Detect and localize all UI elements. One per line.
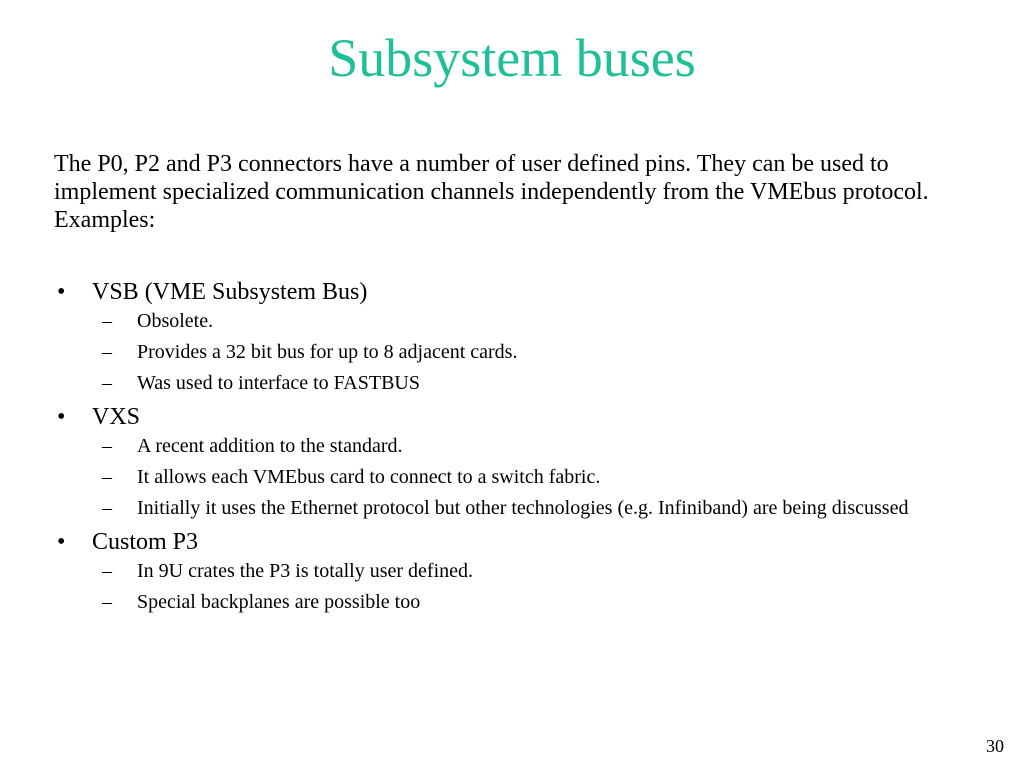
bullet-list xyxy=(54,277,984,621)
sub-bullet-marker: – xyxy=(102,435,112,457)
bullet-marker: • xyxy=(57,404,66,430)
sub-bullet-list xyxy=(92,434,984,520)
bullet-item-vxs xyxy=(54,402,984,520)
sub-bullet-marker: – xyxy=(102,372,112,394)
sub-bullet-item xyxy=(92,434,984,458)
sub-bullet-item xyxy=(92,465,984,489)
sub-bullet-item xyxy=(92,496,984,520)
bullet-item-custom-p3 xyxy=(54,527,984,614)
sub-bullet-marker: – xyxy=(102,466,112,488)
bullet-label: VSB (VME Subsystem Bus) xyxy=(92,279,368,305)
sub-bullet-marker: – xyxy=(102,310,112,332)
sub-bullet-text: It allows each VMEbus card to connect to a switch fabric. xyxy=(137,466,601,488)
sub-bullet-item xyxy=(92,309,984,333)
sub-bullet-list xyxy=(92,559,984,614)
sub-bullet-text: Provides a 32 bit bus for up to 8 adjacent cards. xyxy=(137,341,518,363)
bullet-label: VXS xyxy=(92,404,141,430)
bullet-marker: • xyxy=(57,529,66,555)
sub-bullet-item xyxy=(92,340,984,364)
sub-bullet-list xyxy=(92,309,984,395)
slide-title: Subsystem buses xyxy=(328,28,696,88)
sub-bullet-text: In 9U crates the P3 is totally user defined. xyxy=(137,560,474,582)
bullet-item-vsb xyxy=(54,277,984,395)
sub-bullet-item xyxy=(92,371,984,395)
bullet-marker: • xyxy=(57,279,66,305)
bullet-label: Custom P3 xyxy=(92,529,199,555)
sub-bullet-marker: – xyxy=(102,341,112,363)
sub-bullet-item xyxy=(92,590,984,614)
sub-bullet-text: Was used to interface to FASTBUS xyxy=(137,372,420,394)
sub-bullet-marker: – xyxy=(102,497,112,519)
sub-bullet-text: Obsolete. xyxy=(137,310,214,332)
sub-bullet-text: Initially it uses the Ethernet protocol but other technologies (e.g. Infiniband) are being discussed xyxy=(137,497,909,519)
page-number: 30 xyxy=(986,736,1004,756)
intro-paragraph: The P0, P2 and P3 connectors have a number of user defined pins. They can be used to implement specialized communication channels independently from the VMEbus protocol. Examples: xyxy=(54,151,929,233)
sub-bullet-text: A recent addition to the standard. xyxy=(137,435,403,457)
sub-bullet-marker: – xyxy=(102,591,112,613)
sub-bullet-text: Special backplanes are possible too xyxy=(137,591,421,613)
sub-bullet-marker: – xyxy=(102,560,112,582)
sub-bullet-item xyxy=(92,559,984,583)
